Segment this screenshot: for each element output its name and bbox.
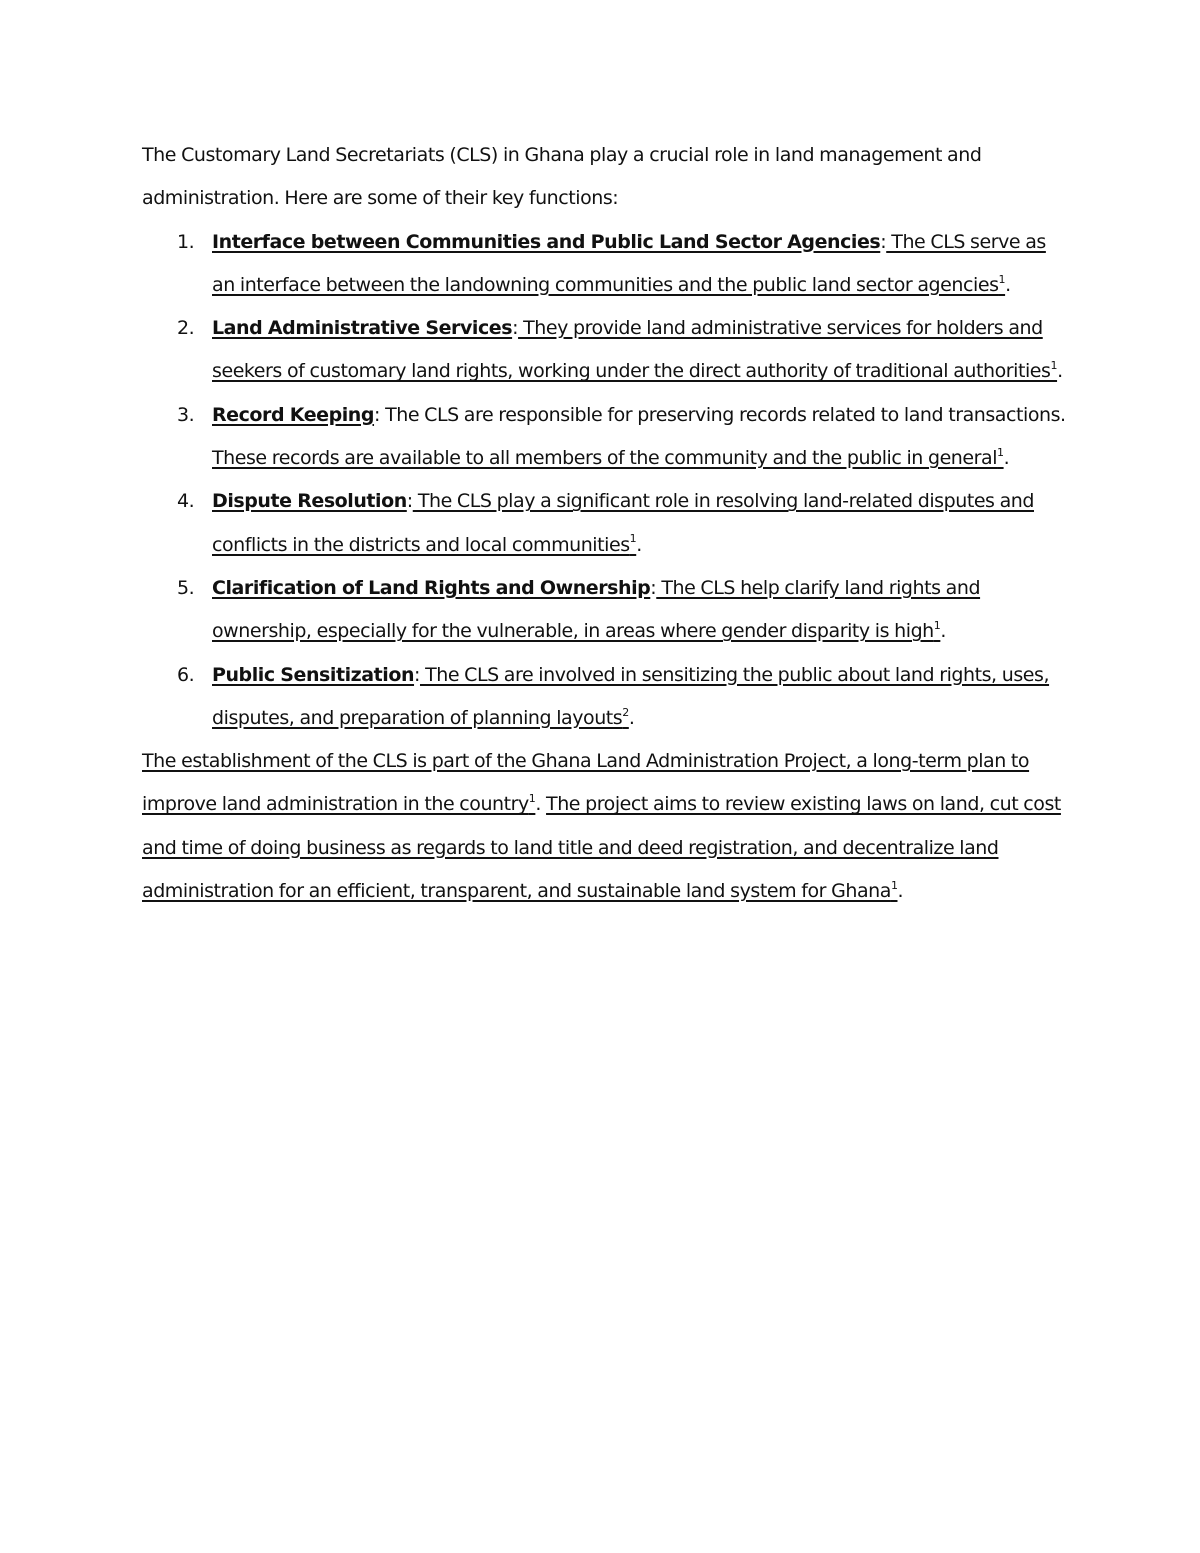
- footnote-ref: 1: [997, 445, 1004, 459]
- item-separator: :: [650, 576, 657, 599]
- item-heading: Public Sensitization: [212, 663, 415, 686]
- closing-text-part1-body: The establishment of the CLS is part of the Ghana Land Administration Project, a long-term plan to improve land administration in the country: [142, 750, 1030, 816]
- item-end: .: [628, 706, 635, 729]
- item-separator: :: [374, 403, 380, 426]
- list-number: 4.: [177, 490, 195, 513]
- item-text-body: The CLS serve as an interface between the landowning communities and the public land sector agencies: [212, 230, 1046, 296]
- footnote-ref: 1: [1050, 359, 1058, 373]
- item-heading: Land Administrative Services: [212, 317, 513, 340]
- closing-text-part2-body: The project aims to review existing laws on land, cut cost and time of doing business as regards to land title and deed registration, and decentralize land administration for an efficient, transparent, and sustainable land system for Ghana: [142, 793, 1061, 903]
- item-separator: :: [406, 490, 413, 513]
- footnote-ref: 1: [998, 272, 1006, 286]
- document-body: [142, 134, 1067, 913]
- list-item: [142, 567, 1067, 654]
- item-heading: Record Keeping: [212, 403, 375, 426]
- closing-end: .: [897, 880, 904, 903]
- item-text-body: These records are available to all members of the community and the public in general: [212, 447, 998, 470]
- list-item: [142, 221, 1067, 308]
- list-item: [142, 394, 1067, 481]
- list-number: 6.: [177, 663, 195, 686]
- list-item: [142, 307, 1067, 394]
- item-lead-text: The CLS are responsible for preserving records related to land transactions.: [379, 403, 1066, 426]
- closing-separator: .: [535, 793, 547, 816]
- item-text-body: The CLS help clarify land rights and ownership, especially for the vulnerable, in areas where gender disparity is high: [212, 576, 981, 643]
- item-heading: Interface between Communities and Public Land Sector Agencies: [212, 230, 881, 253]
- footnote-ref: 1: [629, 532, 637, 546]
- item-text: [212, 447, 1004, 469]
- item-heading: Clarification of Land Rights and Ownership: [212, 576, 651, 599]
- intro-paragraph: The Customary Land Secretariats (CLS) in Ghana play a crucial role in land management and administration. Here are some of their key functions:: [142, 144, 982, 210]
- footnote-ref: 2: [622, 705, 629, 719]
- item-end: .: [1005, 273, 1011, 296]
- list-item: [142, 480, 1067, 567]
- footnote-ref: 1: [890, 878, 898, 892]
- item-text-body: They provide land administrative services for holders and seekers of customary land rights, working under the direct authority of traditional authorities: [212, 317, 1051, 383]
- item-text-body: The CLS are involved in sensitizing the public about land rights, uses, disputes, and preparation of planning layouts: [212, 663, 1050, 729]
- list-item: [142, 654, 1067, 741]
- item-separator: :: [880, 230, 887, 253]
- closing-paragraph: [142, 740, 1067, 913]
- item-heading: Dispute Resolution: [212, 490, 407, 513]
- item-separator: :: [512, 317, 519, 340]
- list-number: 2.: [177, 317, 195, 340]
- footnote-ref: 1: [528, 792, 536, 806]
- list-number: 1.: [177, 230, 195, 253]
- item-end: .: [636, 533, 642, 556]
- item-end: .: [1003, 447, 1010, 470]
- item-end: .: [940, 620, 946, 643]
- footnote-ref: 1: [933, 618, 941, 632]
- functions-list: [142, 221, 1067, 741]
- item-end: .: [1057, 360, 1063, 383]
- list-number: 3.: [177, 403, 195, 426]
- item-text-body: The CLS play a significant role in resolving land-related disputes and conflicts in the districts and local communities: [212, 490, 1034, 556]
- item-separator: :: [414, 663, 420, 686]
- list-number: 5.: [177, 576, 195, 599]
